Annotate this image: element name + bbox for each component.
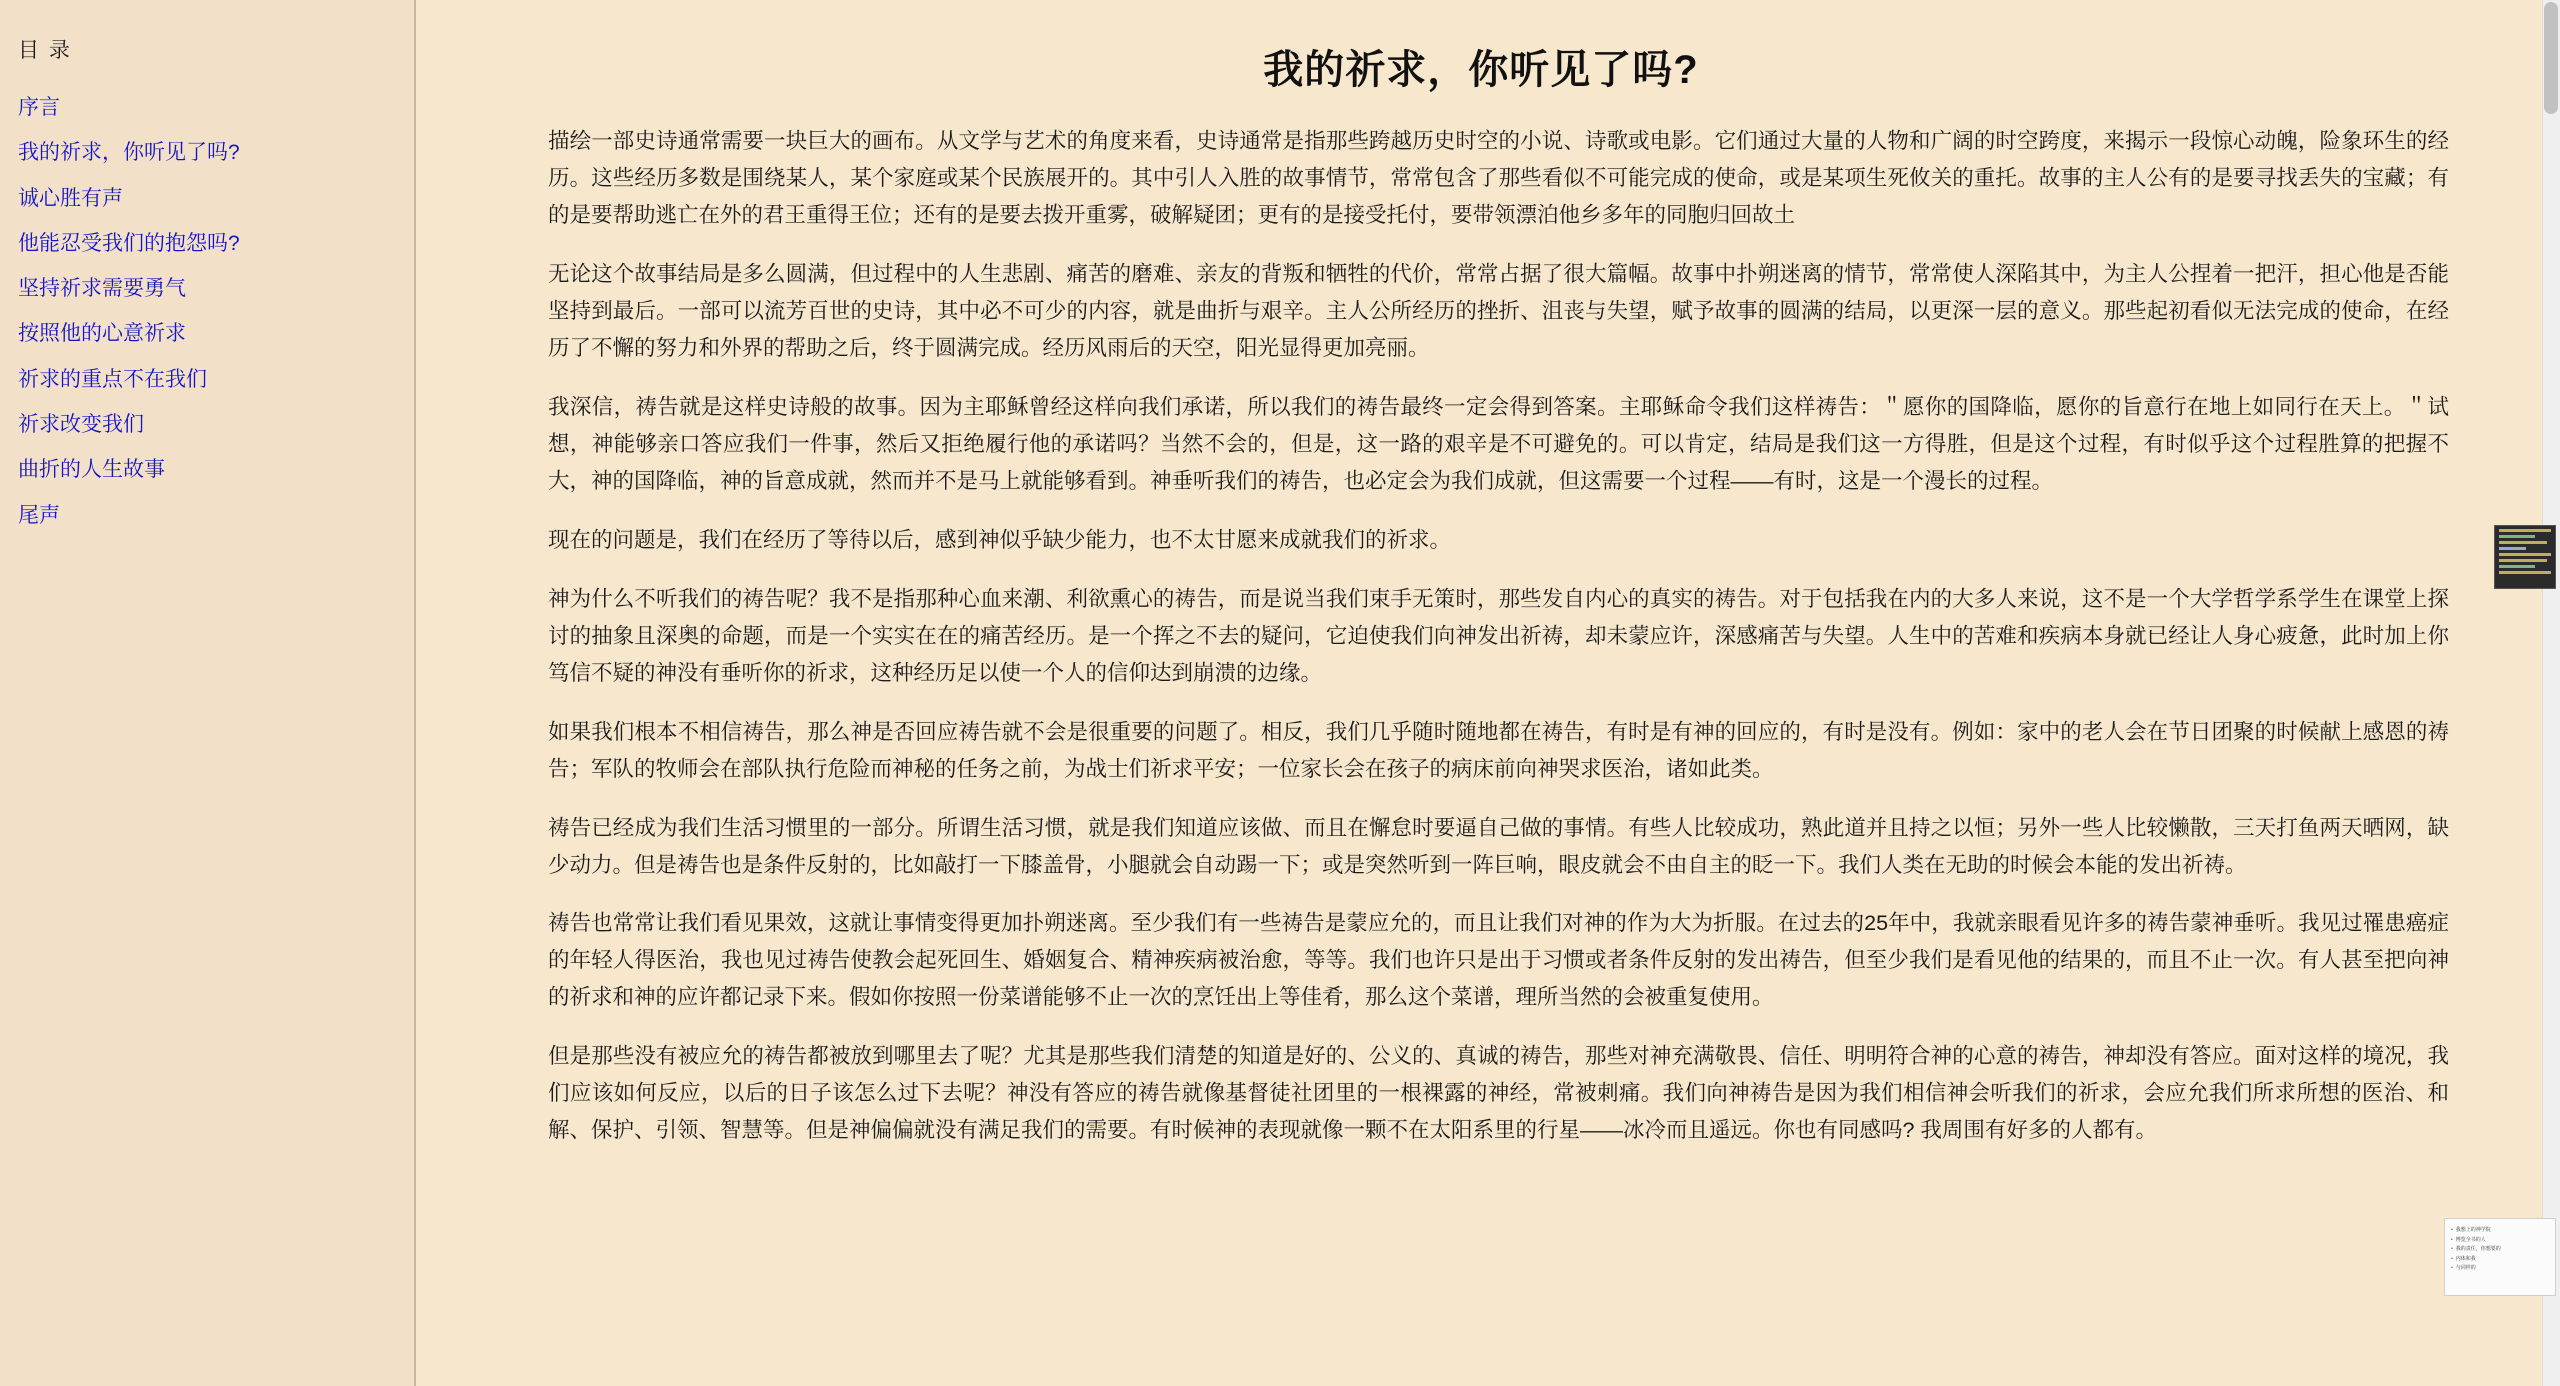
- toc-item-change-us[interactable]: 祈求改变我们: [18, 413, 144, 437]
- preview-line: [2499, 559, 2547, 562]
- toc-item-life-story[interactable]: 曲折的人生故事: [18, 458, 165, 482]
- paragraph: 我深信，祷告就是这样史诗般的故事。因为主耶稣曾经这样向我们承诺，所以我们的祷告最终一定会得到答案。主耶稣命令我们这样祷告：＂愿你的国降临，愿你的旨意行在地上如同行在天上。＂试想，神能够亲口答应我们一件事，然后又拒绝履行他的承诺吗？当然不会的，但是，这一路的艰辛是不可避免的。可以肯定，结局是我们这一方得胜，但是这个过程，有时似乎这个过程胜算的把握不大，神的国降临，神的旨意成就，然而并不是马上就能够看到。神垂听我们的祷告，也必定会为我们成就，但这需要一个过程——有时，这是一个漫长的过程。: [548, 394, 2449, 493]
- preview-line: [2499, 565, 2535, 568]
- toc-item-epilogue[interactable]: 尾声: [18, 503, 60, 527]
- toc-item-courage[interactable]: 坚持祈求需要勇气: [18, 277, 186, 301]
- preview-note-line: • 内体和我: [2451, 1255, 2549, 1265]
- preview-note-line: • 我的责任，你想要的: [2451, 1245, 2549, 1255]
- code-preview-thumbnail[interactable]: [2494, 525, 2556, 589]
- toc-item-preface[interactable]: 序言: [18, 96, 60, 119]
- page-title: 我的祈求，你听见了吗?: [1263, 48, 1699, 92]
- preview-line: [2499, 529, 2551, 532]
- preview-line: [2499, 547, 2526, 550]
- preview-note-line: • 博览全书的人: [2451, 1236, 2549, 1246]
- paragraph: 神为什么不听我们的祷告呢？我不是指那种心血来潮、利欲熏心的祷告，而是说当我们束手无策时，那些发自内心的真实的祷告。对于包括我在内的大多人来说，这不是一个大学哲学系学生在课堂上探讨的抽象且深奥的命题，而是一个实实在在的痛苦经历。是一个挥之不去的疑问，它迫使我们向神发出祈祷，却未蒙应许，深感痛苦与失望。人生中的苦难和疾病本身就已经让人身心疲惫，此时加上你笃信不疑的神没有垂听你的祈求，这种经历足以使一个人的信仰达到崩溃的边缘。: [548, 586, 2449, 685]
- preview-note-line: • 我想上的神学院: [2451, 1226, 2549, 1236]
- toc-item-my-prayer[interactable]: 我的祈求，你听见了吗?: [18, 141, 240, 165]
- paragraph: 但是那些没有被应允的祷告都被放到哪里去了呢？尤其是那些我们清楚的知道是好的、公义的、真诚的祷告，那些对神充满敬畏、信任、明明符合神的心意的祷告，神却没有答应。面对这样的境况，我们应该如何反应，以后的日子该怎么过下去呢？神没有答应的祷告就像基督徒社团里的一根裸露的神经，常被刺痛。我们向神祷告是因为我们相信神会听我们的祈求，会应允我们所求所想的医治、和解、保护、引领、智慧等。但是神偏偏就没有满足我们的需要。有时候神的表现就像一颗不在太阳系里的行星——冰冷而且遥远。你也有同感吗? 我周围有好多的人都有。: [548, 1044, 2449, 1143]
- vertical-scrollbar-thumb[interactable]: [2544, 2, 2558, 114]
- preview-note-line: • 与同样的: [2451, 1264, 2549, 1274]
- paragraph: 无论这个故事结局是多么圆满，但过程中的人生悲剧、痛苦的磨难、亲友的背叛和牺牲的代价，常常占据了很大篇幅。故事中扑朔迷离的情节，常常使人深陷其中，为主人公捏着一把汗，担心他是否能坚持到最后。一部可以流芳百世的史诗，其中必不可少的内容，就是曲折与艰辛。主人公所经历的挫折、沮丧与失望，赋予故事的圆满的结局，以更深一层的意义。那些起初看似无法完成的使命，在经历了不懈的努力和外界的帮助之后，终于圆满完成。经历风雨后的天空，阳光显得更加亮丽。: [548, 261, 2449, 360]
- vertical-scrollbar[interactable]: [2542, 0, 2560, 1386]
- document-content-pane[interactable]: [418, 0, 2544, 1386]
- toc-item-focus[interactable]: 祈求的重点不在我们: [18, 367, 207, 391]
- preview-line: [2499, 535, 2535, 538]
- paragraph: 描绘一部史诗通常需要一块巨大的画布。从文学与艺术的角度来看，史诗通常是指那些跨越历史时空的小说、诗歌或电影。它们通过大量的人物和广阔的时空跨度，来揭示一段惊心动魄，险象环生的经历。这些经历多数是围绕某人，某个家庭或某个民族展开的。其中引人入胜的故事情节，常常包含了那些看似不可能完成的使命，或是某项生死攸关的重托。故事的主人公有的是要寻找丢失的宝藏；有的是要帮助逃亡在外的君王重得王位；还有的是要去拨开重雾，破解疑团；更有的是接受托付，要带领漂泊他乡多年的同胞归回故土: [548, 129, 2449, 227]
- table-of-contents-sidebar: [0, 0, 416, 1386]
- paragraph: 祷告也常常让我们看见果效，这就让事情变得更加扑朔迷离。至少我们有一些祷告是蒙应允的，而且让我们对神的作为大为折服。在过去的25年中，我就亲眼看见许多的祷告蒙神垂听。我见过罹患癌症的年轻人得医治，我也见过祷告使教会起死回生、婚姻复合、精神疾病被治愈，等等。我们也许只是出于习惯或者条件反射的发出祷告，但至少我们是看见他的结果的，而且不止一次。有人甚至把向神的祈求和神的应许都记录下来。假如你按照一份菜谱能够不止一次的烹饪出上等佳肴，那么这个菜谱，理所当然的会被重复使用。: [548, 911, 2449, 1010]
- toc-title: 目 录: [18, 39, 72, 62]
- notes-preview-thumbnail[interactable]: [2444, 1218, 2556, 1296]
- paragraph: 现在的问题是，我们在经历了等待以后，感到神似乎缺少能力，也不太甘愿来成就我们的祈求。: [548, 527, 1452, 552]
- preview-line: [2499, 541, 2547, 544]
- preview-line: [2499, 553, 2551, 556]
- paragraph: 如果我们根本不相信祷告，那么神是否回应祷告就不会是很重要的问题了。相反，我们几乎随时随地都在祷告，有时是有神的回应的，有时是没有。例如：家中的老人会在节日团聚的时候献上感恩的祷告；军队的牧师会在部队执行危险而神秘的任务之前，为战士们祈求平安；一位家长会在孩子的病床前向神哭求医治，诸如此类。: [548, 719, 2449, 781]
- toc-item-sincerity[interactable]: 诚心胜有声: [18, 186, 123, 210]
- preview-line: [2499, 571, 2551, 574]
- paragraph: 祷告已经成为我们生活习惯里的一部分。所谓生活习惯，就是我们知道应该做、而且在懈怠时要逼自己做的事情。有些人比较成功，熟此道并且持之以恒；另外一些人比较懒散，三天打鱼两天晒网，缺少动力。但是祷告也是条件反射的，比如敲打一下膝盖骨，小腿就会自动踢一下；或是突然听到一阵巨响，眼皮就会不由自主的眨一下。我们人类在无助的时候会本能的发出祈祷。: [548, 815, 2449, 877]
- toc-item-complaints[interactable]: 他能忍受我们的抱怨吗?: [18, 231, 240, 255]
- toc-item-his-will[interactable]: 按照他的心意祈求: [18, 322, 186, 346]
